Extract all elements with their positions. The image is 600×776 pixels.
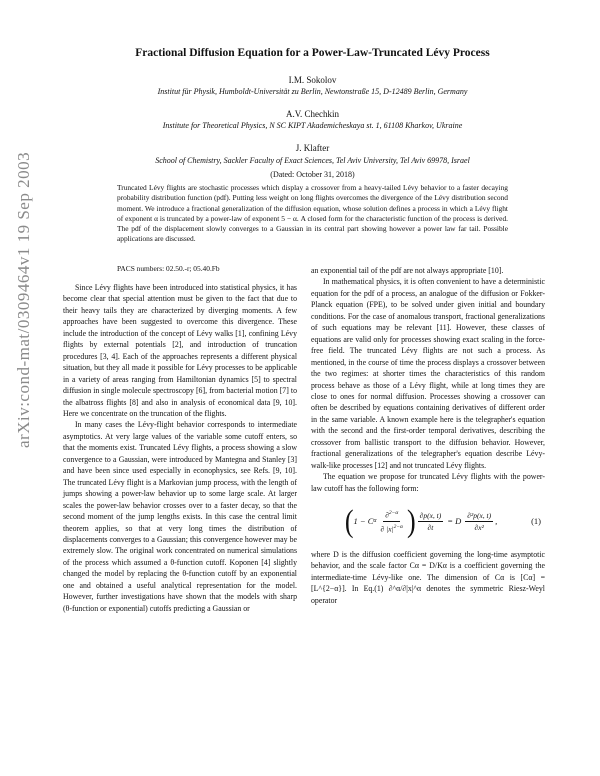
equation-expression bbox=[311, 503, 531, 539]
author-name: A.V. Chechkin bbox=[285, 109, 340, 119]
eq-num1: ∂ bbox=[385, 510, 389, 520]
paragraph: In mathematical physics, it is often convenient to have a deterministic equation for the pdf of a process, an analogue of the diffusion or Fokker-Planck equation (FPE), to be solved under given initial and boundary conditions. For the case of anomalous transport, fractional generalizations of such equations may be relevant [11]. However, these classes of equations are valid only for processes showing exact scaling in the force-free field. The truncated Lévy flights are not such a process. As mentioned, in the course of time the process displays a crossover between the two regimes: at shorter times the characteristics of this random process behave as those of a Lévy flight, while at long times they are close to ones for normal diffusion. Processes showing a crossover can often be described by equations containing derivatives of different order in the same variable. A known example here is the telegrapher's equation with the second and the first-order temporal derivatives, describing the crossover from ballistic transport to the diffusion behavior. However, fractional generalizations of the telegrapher's equation describe Lévy-walk-like processes [12] and not truncated Lévy flights. bbox=[311, 277, 545, 470]
paragraph: where D is the diffusion coefficient governing the long-time asymptotic behavior, and the scale factor Cα = D/Kα is a coefficient governing the intermediate-time Lévy-like one. The dimension of Cα is [Cα] = [L^{2−α}]. In Eq.(1) ∂^α/∂|x|^α denotes the symmetric Riesz-Weyl operator bbox=[311, 549, 545, 605]
fraction-numerator: ∂p(x, t) bbox=[418, 510, 444, 522]
eq-alpha-sub: α bbox=[373, 517, 377, 524]
eq-num1-sup: 2−α bbox=[388, 510, 399, 517]
date-line: (Dated: October 31, 2018) bbox=[270, 170, 355, 179]
paragraph: In many cases the Lévy-flight behavior corresponds to intermediate asymptotics. At very large values of the variable some cutoff enters, so that the moments exist. Truncated Lévy flights, a process showing a slow convergence to a Gaussian, were introduced by Mantegna and Stanley [3] and have been since used especially in econophysics, see Refs. [9, 10]. The truncated Lévy flight is a Markovian jump process, with the length of jumps showing a power-law behavior up to some large scale. At larger scales the power-law behavior crosses over to a faster decay, so that the second moment of the jump lengths exists. In this case the central limit theorem applies, so that at very long times the distribution of displacements converges to a Gaussian; this convergence however may be extremely slow. The original work concentrated on numerical simulations of the process which assumed a θ-function cutoff. Koponen [4] slightly changed the model by replacing the θ-function cutoff by an exponential one and obtained a useful analytical representation for the model. However, further investigations have shown that the models with sharp (θ-function or exponential) cutoffs predicting a Gaussian or bbox=[63, 420, 297, 613]
arxiv-stamp: arXiv:cond-mat/0309464v1 19 Sep 2003 bbox=[14, 151, 33, 448]
paper-title: Fractional Diffusion Equation for a Power-Law-Truncated Lévy Process bbox=[135, 47, 490, 59]
pacs-numbers: PACS numbers: 02.50.-r; 05.40.Fb bbox=[117, 264, 220, 273]
left-column bbox=[63, 282, 297, 614]
author-affiliation: Institute for Theoretical Physics, N SC KIPT Akademicheskaya st. 1, 61108 Kharkov, Ukraine bbox=[162, 121, 463, 130]
left-paren: ( bbox=[344, 503, 354, 539]
eq-den1: ∂ |x| bbox=[380, 524, 394, 534]
paragraph: The equation we propose for truncated Lévy flights with the power-law cutoff has the following form: bbox=[311, 472, 545, 493]
eq-equals-d: = D bbox=[447, 515, 462, 526]
abstract: Truncated Lévy flights are stochastic processes which display a crossover from a heavy-tailed Lévy behavior to a faster decaying probability distribution function (pdf). Putting less weight on long flights overcomes the divergence of the Lévy distribution second moment. We introduce a fractional generalization of the diffusion equation, whose solution defines a process in which a Lévy flight of exponent α is truncated by a power-law of exponent 5 − α. A closed form for the characteristic function of the process is derived. The pdf of the displacement slowly converges to a Gaussian in its central part showing however a power law far tail. Possible applications are discussed. bbox=[117, 183, 508, 244]
author-name: J. Klafter bbox=[295, 143, 330, 153]
fraction-space bbox=[465, 510, 493, 534]
fraction-denominator bbox=[379, 522, 405, 535]
author-affiliation: Institut für Physik, Humboldt-Universität zu Berlin, Newtonstraße 15, D-12489 Berlin, Germany bbox=[157, 87, 468, 96]
paragraph: Since Lévy flights have been introduced into statistical physics, it has become clear that special attention must be given to the fact that due to their heavy tails they are characterized by diverging moments. A few approaches have been suggested to overcome this divergence. These include the introduction of the concept of Lévy walks [1], confining Lévy flights by external potentials [2], and introduction of truncation procedures [3, 4]. Each of the approaches represents a different physical situation, but they all made it possible for Lévy processes to be applicable in a variety of areas ranging from Hamiltonian dynamics [5] to spectral diffusion in single molecule spectroscopy [6], from bacterial motion [7] to the albatross flights [8] and also in analysis of economical data [9, 10]. Here we concentrate on the truncation of the flights. bbox=[63, 283, 297, 418]
fraction-numerator: ∂²p(x, t) bbox=[465, 510, 493, 522]
equation-1 bbox=[311, 503, 545, 539]
fraction-riesz bbox=[379, 508, 405, 535]
eq-den1-sup: 2−α bbox=[393, 524, 403, 531]
author-affiliation: School of Chemistry, Sackler Faculty of Exact Sciences, Tel Aviv University, Tel Aviv 69978, Israel bbox=[155, 156, 470, 165]
author-name: I.M. Sokolov bbox=[288, 75, 337, 85]
fraction-time bbox=[418, 510, 444, 534]
right-paren: ) bbox=[406, 503, 416, 539]
eq-comma: , bbox=[495, 515, 498, 526]
fraction-denominator: ∂t bbox=[427, 523, 434, 533]
paragraph: an exponential tail of the pdf are not always appropriate [10]. bbox=[311, 266, 504, 275]
eq-one-minus: 1 − C bbox=[353, 515, 374, 526]
fraction-denominator: ∂x² bbox=[474, 523, 484, 533]
equation-number: (1) bbox=[531, 515, 541, 526]
fraction-numerator bbox=[383, 508, 400, 522]
right-column bbox=[311, 265, 545, 606]
